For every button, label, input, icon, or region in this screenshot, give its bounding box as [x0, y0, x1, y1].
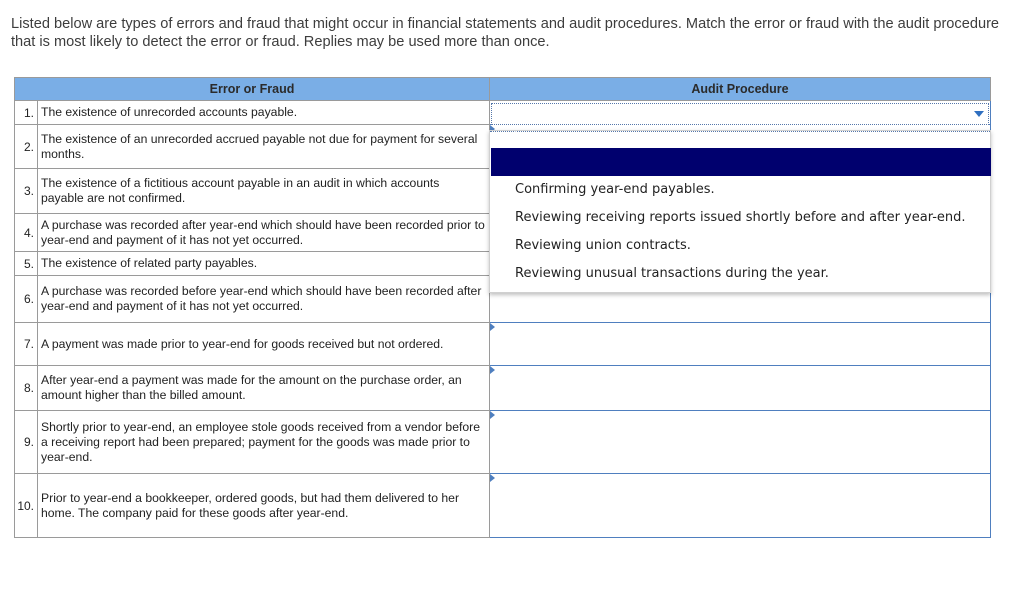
- error-or-fraud-header: Error or Fraud: [15, 78, 490, 101]
- table-row: [15, 366, 991, 411]
- row-number: 9.: [15, 411, 38, 474]
- error-description: A payment was made prior to year-end for goods received but not ordered.: [38, 323, 490, 366]
- error-description: The existence of unrecorded accounts payable.: [38, 101, 490, 125]
- error-description: A purchase was recorded before year-end which should have been recorded after year-end and payment of it has not yet occurred.: [38, 276, 490, 323]
- dropdown-option-blank[interactable]: [491, 148, 991, 176]
- row-number: 5.: [15, 252, 38, 276]
- audit-procedure-header: Audit Procedure: [490, 78, 991, 101]
- audit-procedure-select-7[interactable]: [490, 323, 991, 366]
- instructions-text: Listed below are types of errors and fraud that might occur in financial statements and audit procedures. Match the error or fraud with the audit procedure that is most likely to detect the error or fraud. Replies may be used more than once.: [11, 16, 1000, 50]
- dropdown-option[interactable]: Reviewing union contracts.: [515, 238, 691, 253]
- error-description: The existence of an unrecorded accrued payable not due for payment for several months.: [38, 125, 490, 169]
- dropdown-option[interactable]: Reviewing unusual transactions during the year.: [515, 266, 829, 281]
- procedure-dropdown-menu: [489, 130, 991, 293]
- table-row: [15, 323, 991, 366]
- error-description: Shortly prior to year-end, an employee stole goods received from a vendor before a receiving report had been prepared; payment for the goods was made prior to year-end.: [38, 411, 490, 474]
- error-description: After year-end a payment was made for the amount on the purchase order, an amount higher than the billed amount.: [38, 366, 490, 411]
- error-description: A purchase was recorded after year-end which should have been recorded prior to year-end and payment of it has not yet occurred.: [38, 214, 490, 252]
- row-marker-icon: [490, 411, 495, 419]
- audit-procedure-select-1[interactable]: [490, 101, 991, 125]
- row-marker-icon: [490, 366, 495, 374]
- procedure-dropdown-field[interactable]: [491, 103, 989, 125]
- error-description: The existence of related party payables.: [38, 252, 490, 276]
- error-description: The existence of a fictitious account payable in an audit in which accounts payable are not confirmed.: [38, 169, 490, 214]
- dropdown-option[interactable]: Reviewing receiving reports issued shortly before and after year-end.: [515, 210, 966, 225]
- error-description: Prior to year-end a bookkeeper, ordered goods, but had them delivered to her home. The company paid for these goods after year-end.: [38, 474, 490, 538]
- row-number: 1.: [15, 101, 38, 125]
- dropdown-option[interactable]: Confirming year-end payables.: [515, 182, 715, 197]
- dropdown-arrow-icon[interactable]: [974, 111, 984, 117]
- row-number: 6.: [15, 276, 38, 323]
- table-row: [15, 474, 991, 538]
- row-number: 10.: [15, 474, 38, 538]
- row-number: 8.: [15, 366, 38, 411]
- row-number: 7.: [15, 323, 38, 366]
- row-number: 4.: [15, 214, 38, 252]
- dropdown-notch-icon: [508, 131, 524, 138]
- audit-procedure-select-10[interactable]: [490, 474, 991, 538]
- dropdown-menu-top: [490, 131, 990, 148]
- audit-procedure-select-8[interactable]: [490, 366, 991, 411]
- row-marker-icon: [490, 323, 495, 331]
- audit-procedure-select-9[interactable]: [490, 411, 991, 474]
- table-row: [15, 411, 991, 474]
- row-marker-icon: [490, 474, 495, 482]
- table-row: [15, 101, 991, 125]
- row-number: 2.: [15, 125, 38, 169]
- row-number: 3.: [15, 169, 38, 214]
